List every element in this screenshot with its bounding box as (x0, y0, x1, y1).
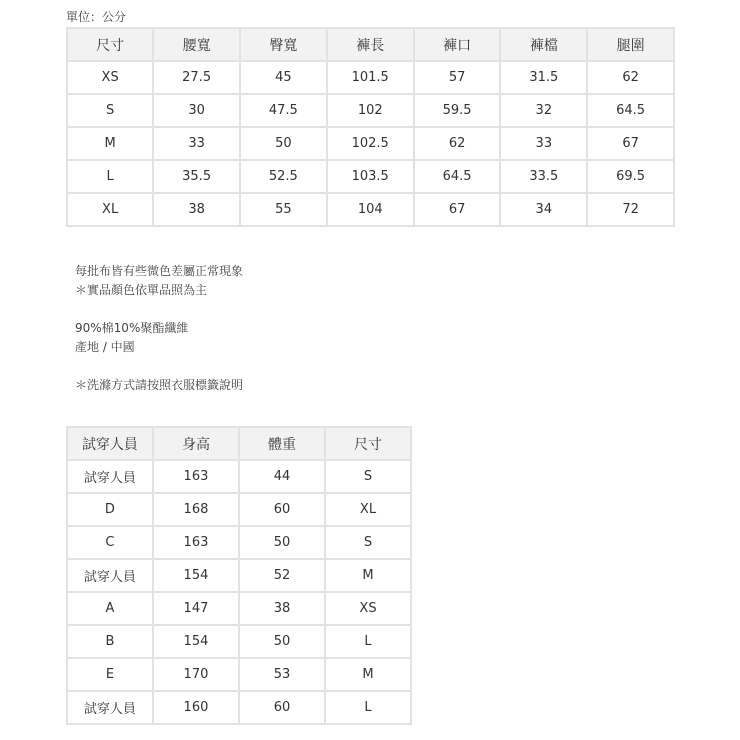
table-cell: 67 (414, 193, 501, 226)
table-cell: 163 (153, 460, 239, 493)
table-cell: 57 (414, 61, 501, 94)
table-cell: 試穿人員 (67, 460, 153, 493)
table-cell: 31.5 (500, 61, 587, 94)
table-cell: 50 (239, 526, 325, 559)
table-cell: XL (67, 193, 153, 226)
table-row (67, 160, 674, 193)
table-row (67, 193, 674, 226)
table-cell: L (325, 625, 411, 658)
table-cell: 33 (153, 127, 240, 160)
table-cell: 45 (240, 61, 327, 94)
column-header: 尺寸 (325, 427, 411, 460)
note-origin: 產地 / 中國 (75, 340, 135, 354)
table-cell: S (67, 94, 153, 127)
table-cell: 62 (587, 61, 674, 94)
table-row (67, 526, 411, 559)
column-header: 褲檔 (500, 28, 587, 61)
column-header: 身高 (153, 427, 239, 460)
table-cell: 55 (240, 193, 327, 226)
table-cell: XS (67, 61, 153, 94)
table-cell: M (325, 658, 411, 691)
column-header: 褲長 (327, 28, 414, 61)
table-cell: 67 (587, 127, 674, 160)
table-cell: 59.5 (414, 94, 501, 127)
table-cell: 38 (153, 193, 240, 226)
note-color-reference: ＊實品顏色依單品照為主 (75, 283, 208, 297)
table-cell: 147 (153, 592, 239, 625)
note-washing: ＊洗滌方式請按照衣服標籤說明 (75, 378, 244, 392)
column-header: 體重 (239, 427, 325, 460)
note-color-variance: 每批布皆有些微色差屬正常現象 (75, 264, 244, 278)
table-cell: 62 (414, 127, 501, 160)
table-cell: 64.5 (414, 160, 501, 193)
table-cell: 160 (153, 691, 239, 724)
table-row (67, 94, 674, 127)
table-cell: 34 (500, 193, 587, 226)
table-cell: XS (325, 592, 411, 625)
size-chart-table (66, 27, 675, 227)
table-cell: M (67, 127, 153, 160)
table-cell: 101.5 (327, 61, 414, 94)
table-cell: 60 (239, 493, 325, 526)
table-cell: 35.5 (153, 160, 240, 193)
table-cell: 50 (239, 625, 325, 658)
table-cell: S (325, 526, 411, 559)
table-row (67, 460, 411, 493)
table-cell: 163 (153, 526, 239, 559)
table-cell: 72 (587, 193, 674, 226)
table-cell: 47.5 (240, 94, 327, 127)
table-cell: C (67, 526, 153, 559)
table-cell: 33 (500, 127, 587, 160)
table-header-row (67, 427, 411, 460)
table-cell: B (67, 625, 153, 658)
table-cell: 52 (239, 559, 325, 592)
table-cell: 102.5 (327, 127, 414, 160)
table-cell: 60 (239, 691, 325, 724)
table-row (67, 658, 411, 691)
table-cell: 44 (239, 460, 325, 493)
table-row (67, 592, 411, 625)
table-row (67, 61, 674, 94)
table-header-row (67, 28, 674, 61)
table-cell: 170 (153, 658, 239, 691)
table-cell: 試穿人員 (67, 559, 153, 592)
table-cell: 69.5 (587, 160, 674, 193)
table-cell: 27.5 (153, 61, 240, 94)
table-row (67, 691, 411, 724)
table-cell: XL (325, 493, 411, 526)
table-row (67, 127, 674, 160)
table-row (67, 493, 411, 526)
table-cell: 50 (240, 127, 327, 160)
table-row (67, 625, 411, 658)
table-cell: 53 (239, 658, 325, 691)
unit-label: 單位：公分 (66, 10, 127, 24)
table-cell: E (67, 658, 153, 691)
table-cell: L (325, 691, 411, 724)
table-cell: D (67, 493, 153, 526)
table-cell: 64.5 (587, 94, 674, 127)
product-notes (75, 262, 243, 395)
table-cell: L (67, 160, 153, 193)
table-cell: 38 (239, 592, 325, 625)
note-material: 90%棉10%聚酯纖維 (75, 321, 189, 335)
column-header: 尺寸 (67, 28, 153, 61)
column-header: 臀寬 (240, 28, 327, 61)
table-cell: 試穿人員 (67, 691, 153, 724)
column-header: 試穿人員 (67, 427, 153, 460)
table-cell: A (67, 592, 153, 625)
column-header: 腿圍 (587, 28, 674, 61)
column-header: 腰寬 (153, 28, 240, 61)
table-cell: S (325, 460, 411, 493)
table-cell: 32 (500, 94, 587, 127)
table-cell: 103.5 (327, 160, 414, 193)
table-cell: 30 (153, 94, 240, 127)
table-cell: 33.5 (500, 160, 587, 193)
table-cell: 52.5 (240, 160, 327, 193)
table-cell: 102 (327, 94, 414, 127)
table-cell: 154 (153, 625, 239, 658)
table-cell: 104 (327, 193, 414, 226)
column-header: 褲口 (414, 28, 501, 61)
table-cell: M (325, 559, 411, 592)
model-fit-table (66, 426, 412, 725)
table-row (67, 559, 411, 592)
table-cell: 154 (153, 559, 239, 592)
table-cell: 168 (153, 493, 239, 526)
